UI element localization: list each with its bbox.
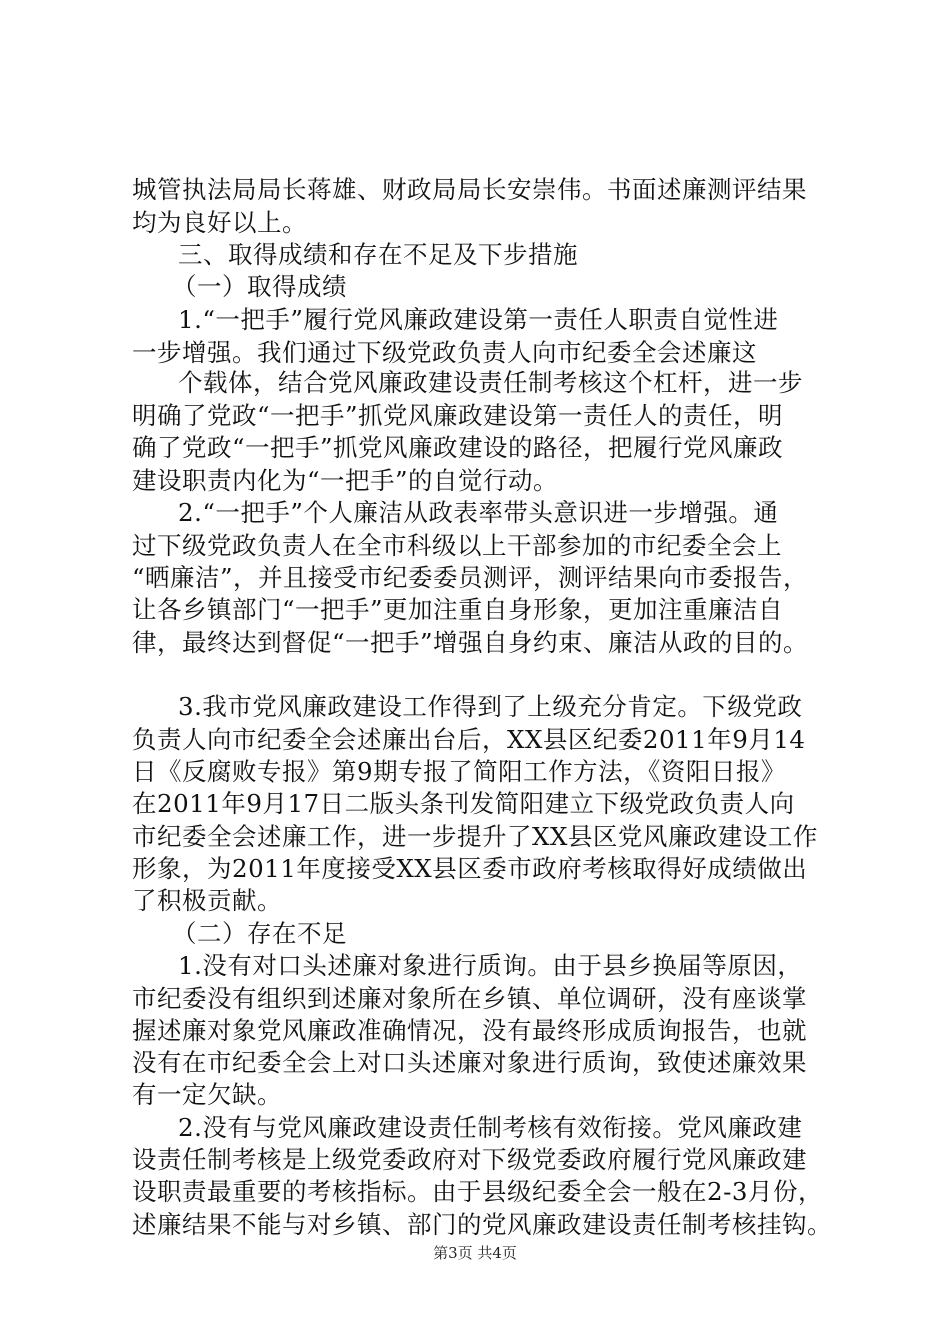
text-line: 1.没有对口头述廉对象进行质询。由于县乡换届等原因， <box>178 951 803 980</box>
text-line: 没有在市纪委全会上对口头述廉对象进行质询，致使述廉效果 <box>132 1048 807 1077</box>
text-line: 日《反腐败专报》第9期专报了简阳工作方法，《资阳日报》 <box>132 757 786 786</box>
text-line: 让各乡镇部门“一把手”更加注重自身形象，更加注重廉洁自 <box>132 595 784 624</box>
text-line: 负责人向市纪委全会述廉出台后，XX县区纪委2011年9月14 <box>132 725 806 754</box>
text-line: 一步增强。我们通过下级党政负责人向市纪委全会述廉这 <box>132 338 757 367</box>
section-heading: 三、取得成绩和存在不足及下步措施 <box>178 240 578 269</box>
text-line: 过下级党政负责人在全市科级以上干部参加的市纪委全会上 <box>132 531 782 560</box>
subsection-heading: （一）取得成绩 <box>172 272 347 301</box>
text-line: 设责任制考核是上级党委政府对下级党委政府履行党风廉政建 <box>132 1145 807 1174</box>
text-line: 2.“一把手”个人廉洁从政表率带头意识进一步增强。通 <box>178 498 779 527</box>
text-line: 明确了党政“一把手”抓党风廉政建设第一责任人的责任，明 <box>132 401 784 430</box>
text-line: 1.“一把手”履行党风廉政建设第一责任人职责自觉性进 <box>178 305 779 334</box>
text-line: 有一定欠缺。 <box>132 1080 282 1109</box>
text-line: 律，最终达到督促“一把手”增强自身约束、廉洁从政的目的。 <box>132 628 809 657</box>
text-line: 2.没有与党风廉政建设责任制考核有效衔接。党风廉政建 <box>178 1113 803 1142</box>
text-line: 均为良好以上。 <box>132 208 307 237</box>
text-line: “晒廉洁”，并且接受市纪委委员测评，测评结果向市委报告， <box>132 563 809 592</box>
text-line: 在2011年9月17日二版头条刊发简阳建立下级党政负责人向 <box>132 789 795 818</box>
text-line: 建设职责内化为“一把手”的自觉行动。 <box>132 466 559 495</box>
text-line: 3.我市党风廉政建设工作得到了上级充分肯定。下级党政 <box>178 692 803 721</box>
text-line: 市纪委全会述廉工作，进一步提升了XX县区党风廉政建设工作 <box>132 822 818 851</box>
text-line: 了积极贡献。 <box>132 886 282 915</box>
page-number-footer: 第3页 共4页 <box>433 1244 517 1262</box>
text-line: 握述廉对象党风廉政准确情况，没有最终形成质询报告，也就 <box>132 1016 807 1045</box>
text-line: 市纪委没有组织到述廉对象所在乡镇、单位调研，没有座谈掌 <box>132 984 807 1013</box>
text-line: 确了党政“一把手”抓党风廉政建设的路径，把履行党风廉政 <box>132 433 784 462</box>
subsection-heading: （二）存在不足 <box>172 919 347 948</box>
text-line: 述廉结果不能与对乡镇、部门的党风廉政建设责任制考核挂钩。 <box>132 1210 832 1239</box>
text-line: 个载体，结合党风廉政建设责任制考核这个杠杆，进一步 <box>178 368 803 397</box>
text-line: 形象，为2011年度接受XX县区委市政府考核取得好成绩做出 <box>132 854 808 883</box>
text-line: 设职责最重要的考核指标。由于县级纪委全会一般在2-3月份， <box>132 1177 823 1206</box>
text-line: 城管执法局局长蒋雄、财政局局长安崇伟。书面述廉测评结果 <box>132 175 807 204</box>
